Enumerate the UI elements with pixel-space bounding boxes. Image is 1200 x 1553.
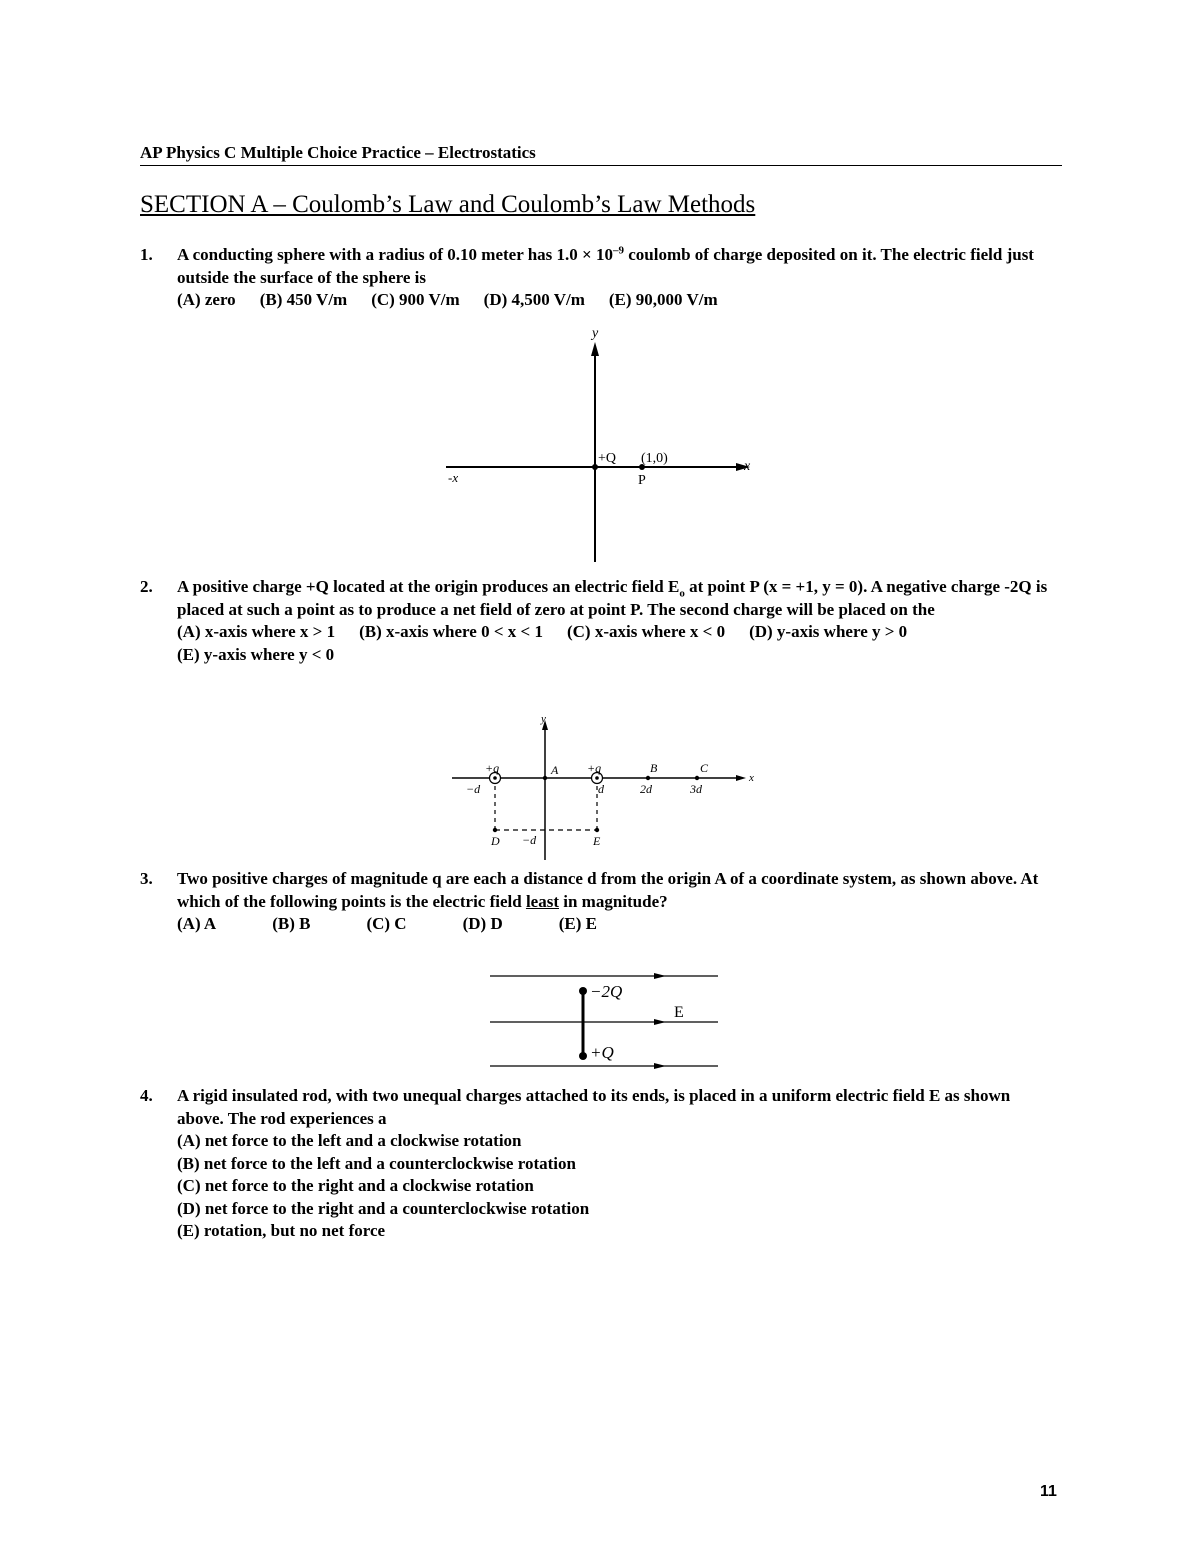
y-axis-label: y <box>592 326 599 341</box>
point-d-label: D <box>491 834 500 848</box>
option-b: (B) x-axis where 0 < x < 1 <box>359 622 543 641</box>
point-e-label: E <box>593 834 601 848</box>
neg-x-axis-label: -x <box>448 470 459 485</box>
left-charge-center <box>493 776 497 780</box>
point-e-dot <box>595 828 599 832</box>
charge-label: +Q <box>598 451 617 466</box>
point-a-dot <box>543 776 547 780</box>
question-number: 3. <box>140 869 153 888</box>
option-c: (C) 900 V/m <box>371 290 460 309</box>
question-number: 4. <box>140 1086 153 1105</box>
top-charge-dot <box>579 987 587 995</box>
point-b-dot <box>646 776 650 780</box>
header-title: AP Physics C Multiple Choice Practice – Electrostatics <box>140 143 536 162</box>
point-c-label: C <box>700 761 709 775</box>
option-d: (D) y-axis where y > 0 <box>749 622 908 641</box>
option-a: (A) zero <box>177 290 236 309</box>
point-p-label: P <box>638 473 646 488</box>
tick-d-label: d <box>598 782 604 796</box>
question-text: A rigid insulated rod, with two unequal charges attached to its ends, is placed in a uniform electric field E as shown above. The rod experiences a <box>177 1086 1011 1128</box>
answer-options-line-2 <box>177 644 1060 667</box>
tick-3d-label: 3d <box>690 782 702 796</box>
point-d-dot <box>493 828 497 832</box>
option-c: (C) x-axis where x < 0 <box>566 622 726 641</box>
answer-options <box>177 289 1060 312</box>
question-2 <box>140 576 1060 666</box>
bottom-charge-label: +Q <box>590 1043 614 1062</box>
question-text: Two positive charges of magnitude q are each a distance d from the origin A of a coordinate system, as shown above. At which of the following points is the electric field least in magnitude? <box>177 869 1039 911</box>
x-axis-label: x <box>749 772 754 784</box>
answer-options <box>177 913 1060 936</box>
point-a-label: A <box>551 763 559 777</box>
option-c: (C) net force to the right and a clockwise rotation <box>177 1176 534 1195</box>
option-d: (D) net force to the right and a counterclockwise rotation <box>177 1198 590 1218</box>
point-coordinate: (1,0) <box>641 451 668 466</box>
tick-2d-label: 2d <box>640 782 652 796</box>
tick-y-neg-d-label: −d <box>522 833 537 847</box>
option-b: (B) net force to the left and a counterclockwise rotation <box>177 1153 576 1173</box>
option-c: (C) C <box>366 914 407 933</box>
right-charge-center <box>595 776 599 780</box>
field-arrow-middle-icon <box>654 1019 666 1025</box>
left-charge-label: +q <box>485 761 500 775</box>
option-e: (E) 90,000 V/m <box>608 290 718 309</box>
y-axis-arrow-icon <box>591 342 599 356</box>
option-a: (A) A <box>177 914 217 933</box>
question-4 <box>140 1085 1060 1243</box>
option-d: (D) 4,500 V/m <box>483 290 585 309</box>
option-e: (E) rotation, but no net force <box>177 1221 386 1240</box>
figure-2-charges-diagram <box>440 710 770 860</box>
answer-options <box>177 621 1060 644</box>
point-c-dot <box>695 776 699 780</box>
field-label: E <box>674 1004 684 1021</box>
option-e: (E) E <box>558 914 597 933</box>
y-axis-label: y <box>541 713 546 725</box>
option-d: (D) D <box>462 914 503 933</box>
option-a: (A) x-axis where x > 1 <box>177 622 336 641</box>
question-text: A conducting sphere with a radius of 0.10 meter has $1.0 \times 10^{-9}$ coulomb of charge deposited on it. The electric field just outside the surface of the sphere is <box>177 244 1034 287</box>
figure-3-rod-in-field <box>488 965 728 1075</box>
field-arrow-top-icon <box>654 973 666 979</box>
option-a: (A) net force to the left and a clockwise rotation <box>177 1131 522 1150</box>
point-b-label: B <box>650 761 658 775</box>
right-charge-label: +q <box>587 761 602 775</box>
figure-1-coordinate-axes <box>440 320 770 570</box>
option-e: (E) y-axis where y < 0 <box>177 644 335 664</box>
bottom-charge-dot <box>579 1052 587 1060</box>
question-number: 1. <box>140 245 153 264</box>
x-axis-arrow-icon <box>736 775 746 781</box>
question-1 <box>140 244 1060 312</box>
x-axis-label: x <box>744 459 751 474</box>
option-b: (B) 450 V/m <box>259 290 348 309</box>
section-title: SECTION A – Coulomb’s Law and Coulomb’s Law Methods <box>140 191 756 218</box>
top-charge-label: −2Q <box>590 982 623 1001</box>
tick-neg-d-label: −d <box>466 782 481 796</box>
question-text: A positive charge +Q located at the origin produces an electric field $E_o$ at point P (x = +1, y = 0). A negative charge -2Q is placed at such a point as to produce a net field of zero at point P. The second charge will be placed on the <box>177 577 1048 619</box>
question-3 <box>140 868 1060 936</box>
question-number: 2. <box>140 577 153 596</box>
page-number: 11 <box>1040 1483 1057 1500</box>
page-header <box>140 143 1062 166</box>
option-b: (B) B <box>272 914 311 933</box>
field-arrow-bottom-icon <box>654 1063 666 1069</box>
